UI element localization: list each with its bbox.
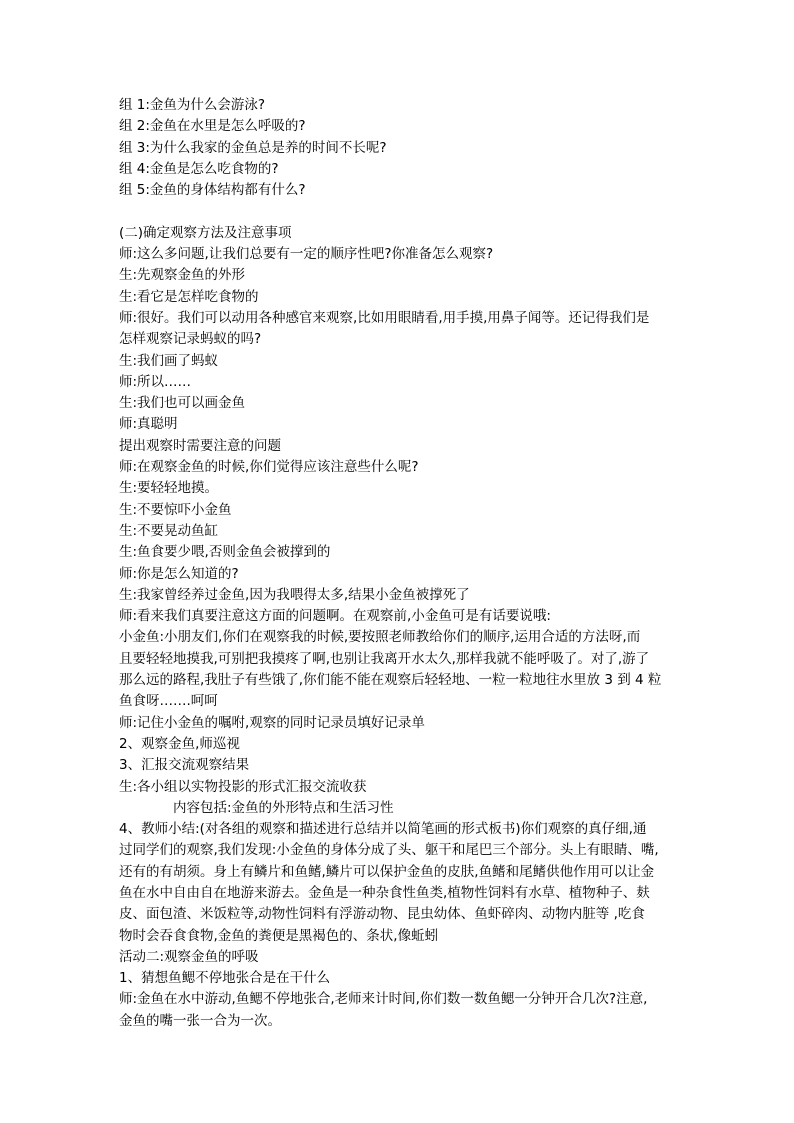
text-line: 4、教师小结:(对各组的观察和描述进行总结并以简笔画的形式板书)你们观察的真仔细,通 (119, 821, 647, 838)
text-line: 生:各小组以实物投影的形式汇报交流收获 (119, 778, 367, 795)
text-line: 怎样观察记录蚂蚁的吗? (119, 331, 262, 348)
text-line: 生:鱼食要少喂,否则金鱼会被撑到的 (119, 544, 331, 561)
text-line: 鱼食呀…….呵呵 (119, 693, 218, 710)
text-line: 组 3:为什么我家的金鱼总是养的时间不长呢? (119, 139, 387, 156)
text-line: 师:看来我们真要注意这方面的问题啊。在观察前,小金鱼可是有话要说哦: (119, 608, 551, 625)
text-line: 生:我家曾经养过金鱼,因为我喂得太多,结果小金鱼被撑死了 (119, 586, 470, 603)
text-line: 生:我们画了蚂蚁 (119, 352, 219, 369)
text-line: 2、观察金鱼,师巡视 (119, 735, 240, 752)
text-line: 组 1:金鱼为什么会游泳? (119, 97, 266, 113)
text-line: 提出观察时需要注意的问题 (119, 437, 281, 454)
text-line-indented: 内容包括:金鱼的外形特点和生活习性 (173, 799, 394, 816)
text-line: 组 5:金鱼的身体结构都有什么? (119, 182, 306, 199)
text-line: 那么远的路程,我肚子有些饿了,你们能不能在观察后轻轻地、一粒一粒地往水里放 3 到 4 粒 (119, 672, 662, 689)
text-line: 小金鱼:小朋友们,你们在观察我的时候,要按照老师教给你们的顺序,运用合适的方法呀,而 (119, 629, 641, 646)
text-line: 鱼在水中自由自在地游来游去。金鱼是一种杂食性鱼类,植物性饲料有水草、植物种子、麸 (119, 884, 650, 901)
text-line: 生:先观察金鱼的外形 (119, 267, 246, 284)
text-line: 生:不要惊吓小金鱼 (119, 501, 232, 518)
blank-line (119, 201, 679, 222)
text-line: 生:不要晃动鱼缸 (119, 522, 219, 539)
text-line: 1、猜想鱼鳃不停地张合是在干什么 (119, 970, 331, 987)
text-line: 生:要轻轻地摸。 (119, 480, 219, 497)
text-line: 师:金鱼在水中游动,鱼鳃不停地张合,老师来计时间,你们数一数鱼鳃一分钟开合几次?注意, (119, 991, 648, 1008)
text-line: 师:在观察金鱼的时候,你们觉得应该注意些什么呢? (119, 459, 419, 476)
text-line: 生:我们也可以画金鱼 (119, 395, 246, 412)
section-heading: (二)确定观察方法及注意事项 (119, 224, 292, 241)
text-line: 生:看它是怎样吃食物的 (119, 288, 259, 305)
text-line: 金鱼的嘴一张一合为一次。 (119, 1012, 281, 1029)
text-line: 活动二:观察金鱼的呼吸 (119, 948, 259, 965)
text-line: 物时会吞食食物,金鱼的粪便是黑褐色的、条状,像蚯蚓 (119, 927, 439, 944)
document-body (119, 95, 679, 1032)
text-line: 组 2:金鱼在水里是怎么呼吸的? (119, 118, 306, 135)
text-line: 师:记住小金鱼的嘱咐,观察的同时记录员填好记录单 (119, 714, 425, 731)
text-line: 过同学们的观察,我们发现:小金鱼的身体分成了头、躯干和尾巴三个部分。头上有眼睛、嘴, (119, 842, 659, 859)
text-line: 师:你是怎么知道的? (119, 565, 239, 582)
text-line: 3、汇报交流观察结果 (119, 757, 250, 774)
text-line: 师:很好。我们可以动用各种感官来观察,比如用眼睛看,用手摸,用鼻子闻等。还记得我们是 (119, 309, 650, 326)
text-line: 师:这么多问题,让我们总要有一定的顺序性吧?你准备怎么观察? (119, 246, 494, 263)
text-line: 且要轻轻地摸我,可别把我摸疼了啊,也别让我离开水太久,那样我就不能呼吸了。对了,游了 (119, 650, 650, 667)
text-line: 还有的有胡须。身上有鳞片和鱼鳍,鳞片可以保护金鱼的皮肤,鱼鳍和尾鳍供他作用可以让金 (119, 863, 655, 880)
text-line: 师:真聪明 (119, 416, 178, 433)
text-line: 皮、面包渣、米饭粒等,动物性饲料有浮游动物、昆虫幼体、鱼虾碎肉、动物内脏等 ,吃食 (119, 906, 645, 923)
text-line: 组 4:金鱼是怎么吃食物的? (119, 160, 279, 177)
text-line: 师:所以…… (119, 373, 192, 390)
